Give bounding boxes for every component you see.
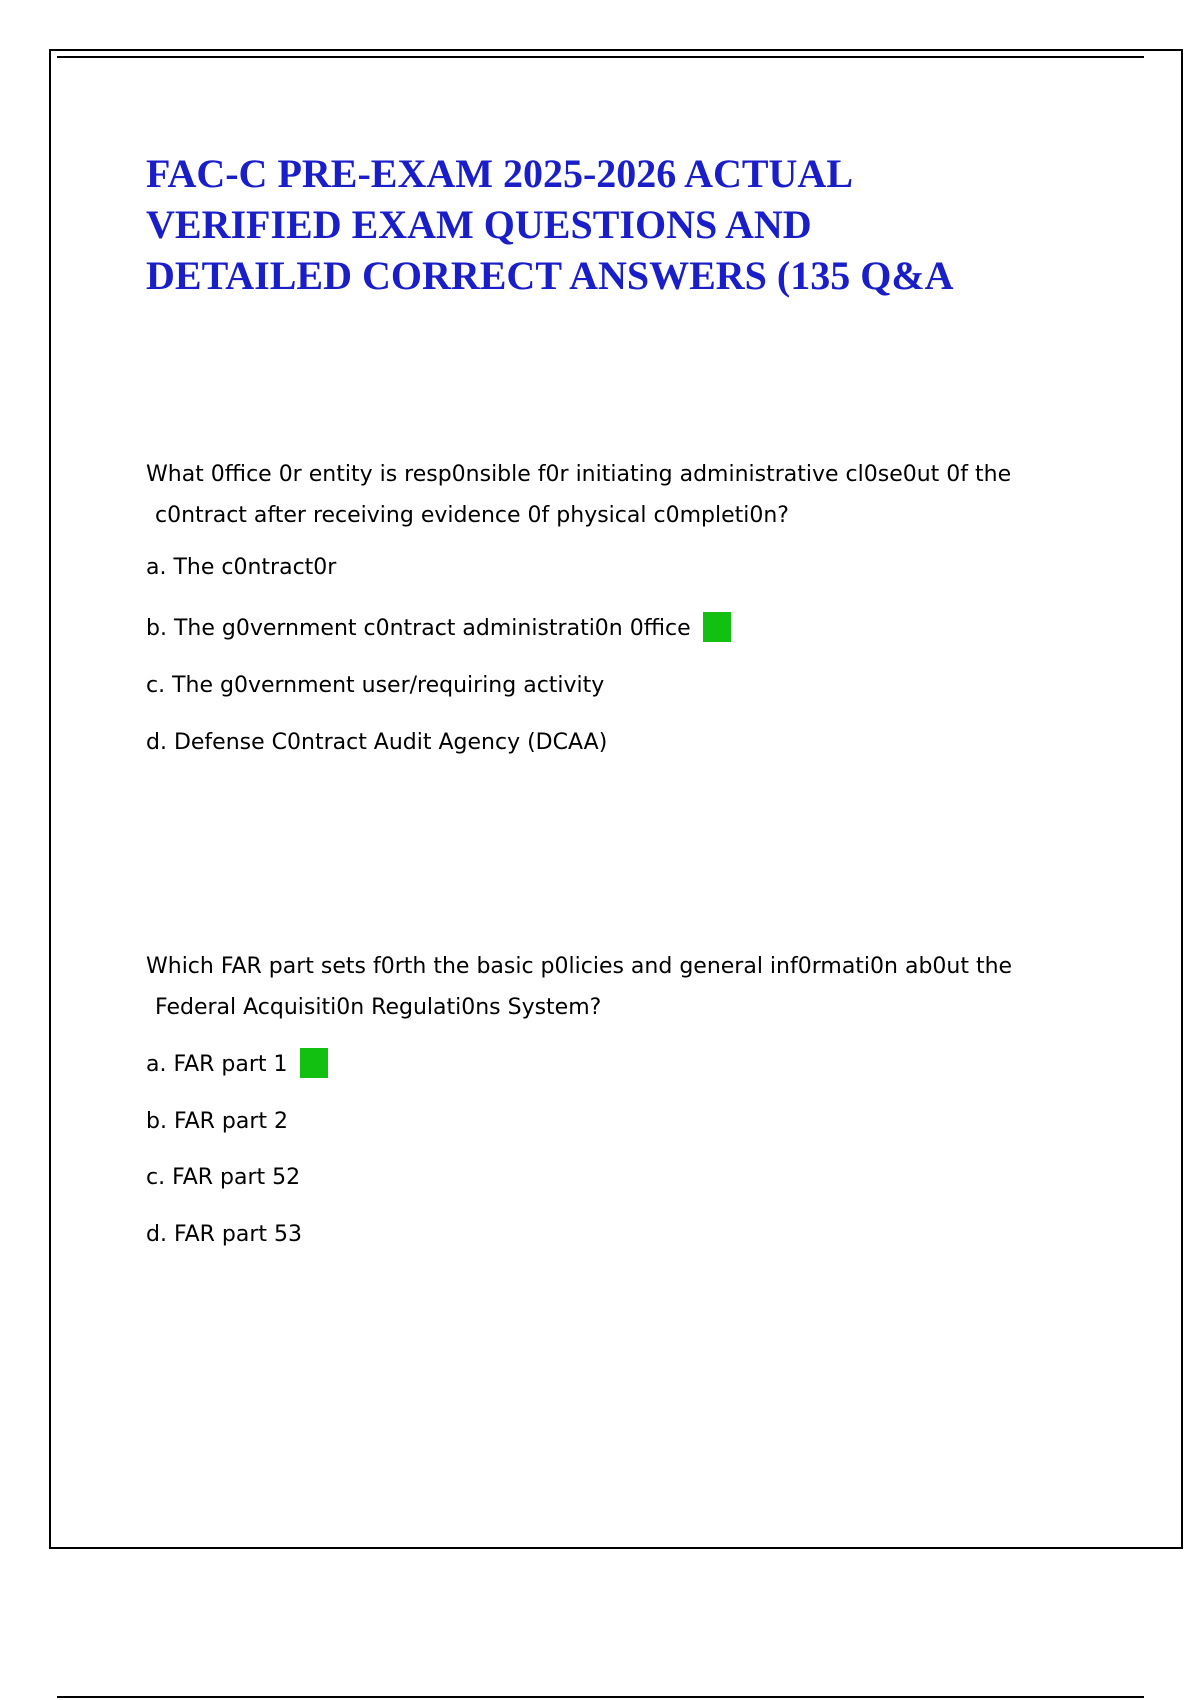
- option-label: a. FAR part 1: [146, 1052, 288, 1077]
- title-line: DETAILED CORRECT ANSWERS (135 Q&A: [146, 253, 954, 298]
- correct-answer-marker-icon: [703, 612, 731, 642]
- question-1-text: [146, 454, 1011, 536]
- option-label: a. The c0ntract0r: [146, 555, 337, 580]
- correct-answer-marker-icon: [300, 1048, 328, 1078]
- option-label: c. The g0vernment user/requiring activity: [146, 673, 605, 698]
- question-2-option-d: [146, 1220, 302, 1250]
- option-label: b. The g0vernment c0ntract administrati0n 0ffice: [146, 616, 691, 641]
- question-1-option-d: [146, 728, 607, 758]
- question-1-option-a: [146, 553, 336, 583]
- question-line: Federal Acquisiti0n Regulati0ns System?: [155, 995, 602, 1020]
- option-label: d. FAR part 53: [146, 1222, 303, 1247]
- question-2-option-b: [146, 1107, 288, 1137]
- document-title: [146, 148, 1106, 301]
- bottom-rule: [57, 1696, 1144, 1698]
- question-line: What 0ffice 0r entity is resp0nsible f0r initiating administrative cl0se0ut 0f the: [146, 462, 1012, 487]
- question-line: Which FAR part sets f0rth the basic p0licies and general inf0rmati0n ab0ut the: [146, 954, 1013, 979]
- question-2-text: [146, 946, 1012, 1028]
- title-line: FAC-C PRE-EXAM 2025-2026 ACTUAL: [146, 151, 853, 196]
- option-label: c. FAR part 52: [146, 1165, 301, 1190]
- question-2-option-c: [146, 1163, 300, 1193]
- question-1-option-c: [146, 671, 604, 701]
- question-2-option-a: [146, 1050, 328, 1080]
- option-label: d. Defense C0ntract Audit Agency (DCAA): [146, 730, 608, 755]
- question-line: c0ntract after receiving evidence 0f physical c0mpleti0n?: [155, 503, 789, 528]
- option-label: b. FAR part 2: [146, 1109, 289, 1134]
- title-line: VERIFIED EXAM QUESTIONS AND: [146, 202, 812, 247]
- question-1-option-b: [146, 614, 731, 644]
